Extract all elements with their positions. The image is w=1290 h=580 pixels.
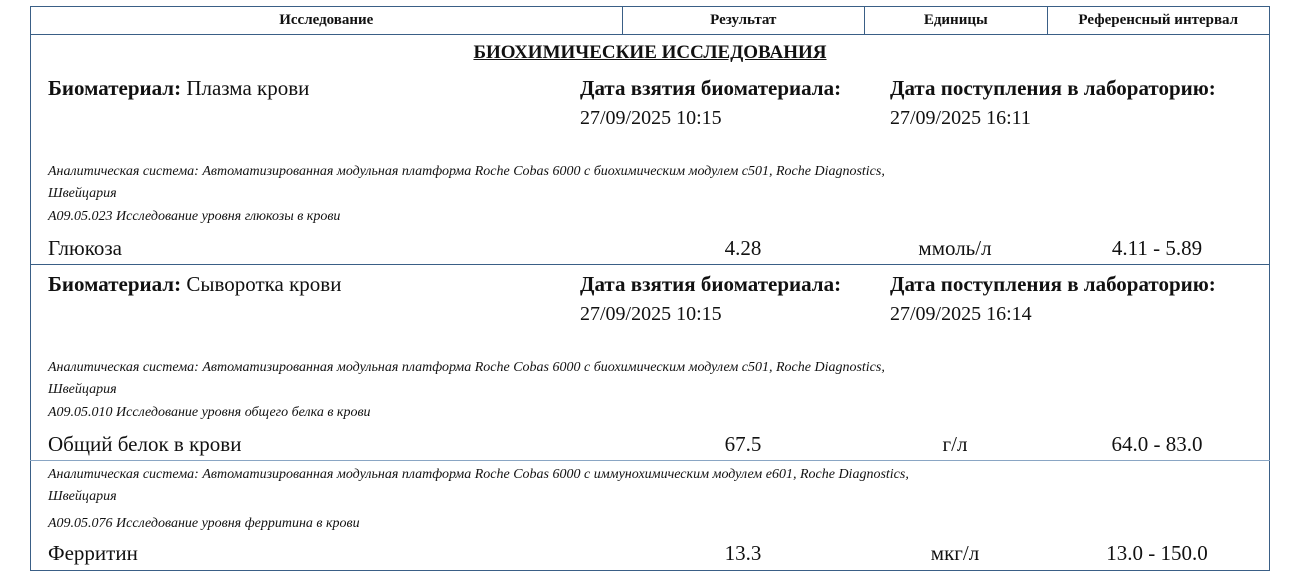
section-title: БИОХИМИЧЕСКИЕ ИССЛЕДОВАНИЯ (473, 42, 827, 63)
test-unit: ммоль/л (918, 236, 992, 260)
test-name: Глюкоза (48, 236, 122, 260)
row-divider (30, 460, 1270, 461)
test-ref-interval: 4.11 - 5.89 (1111, 236, 1203, 260)
analytic-system: Аналитическая система: Автоматизированная модульная платформа Roche Cobas 6000 с биохимическим модулем с501, Roche Diagnostics, (48, 360, 885, 375)
header-test: Исследование (31, 7, 623, 34)
header-result: Результат (623, 7, 865, 34)
test-name: Общий белок в крови (48, 432, 242, 456)
test-result: 13.3 (724, 541, 762, 565)
test-ref-interval: 64.0 - 83.0 (1111, 432, 1203, 456)
test-name: Ферритин (48, 541, 138, 565)
row-divider (30, 264, 1270, 265)
biomaterial-line (48, 76, 309, 101)
header-ref: Референсный интервал (1078, 12, 1239, 28)
study-code: A09.05.076 Исследование уровня ферритина в крови (48, 516, 360, 531)
analytic-system-country: Швейцария (48, 489, 117, 504)
study-code: A09.05.010 Исследование уровня общего белка в крови (48, 405, 371, 420)
lab-report (30, 6, 1270, 571)
left-border (30, 35, 31, 571)
right-border (1269, 35, 1270, 571)
test-result: 4.28 (724, 236, 762, 260)
analytic-system-country: Швейцария (48, 186, 117, 201)
date-received-value: 27/09/2025 16:14 (890, 303, 1032, 325)
biomaterial-label: Биоматериал: (48, 76, 182, 100)
date-received-label: Дата поступления в лабораторию: (890, 76, 1216, 100)
analytic-system: Аналитическая система: Автоматизированная модульная платформа Roche Cobas 6000 с иммунохимическим модулем е601, Roche Diagnostics, (48, 467, 909, 482)
date-taken-label: Дата взятия биоматериала: (580, 76, 842, 100)
date-received-label: Дата поступления в лабораторию: (890, 272, 1216, 296)
test-unit: мкг/л (930, 541, 980, 565)
date-taken-value: 27/09/2025 10:15 (580, 107, 722, 129)
header-units: Единицы (865, 7, 1048, 34)
biomaterial-value: Плазма крови (186, 76, 310, 100)
biomaterial-label: Биоматериал: (48, 272, 182, 296)
table-bottom-border (30, 570, 1270, 571)
test-unit: г/л (942, 432, 968, 456)
biomaterial-value: Сыворотка крови (186, 272, 342, 296)
date-taken-label: Дата взятия биоматериала: (580, 272, 842, 296)
test-result: 67.5 (724, 432, 762, 456)
study-code: A09.05.023 Исследование уровня глюкозы в крови (48, 209, 341, 224)
test-ref-interval: 13.0 - 150.0 (1106, 541, 1208, 565)
date-taken-value: 27/09/2025 10:15 (580, 303, 722, 325)
date-received-value: 27/09/2025 16:11 (890, 107, 1031, 129)
biomaterial-line (48, 272, 341, 297)
report-body (30, 35, 1270, 571)
table-header (30, 6, 1270, 35)
analytic-system-country: Швейцария (48, 382, 117, 397)
analytic-system: Аналитическая система: Автоматизированная модульная платформа Roche Cobas 6000 с биохимическим модулем с501, Roche Diagnostics, (48, 164, 885, 179)
